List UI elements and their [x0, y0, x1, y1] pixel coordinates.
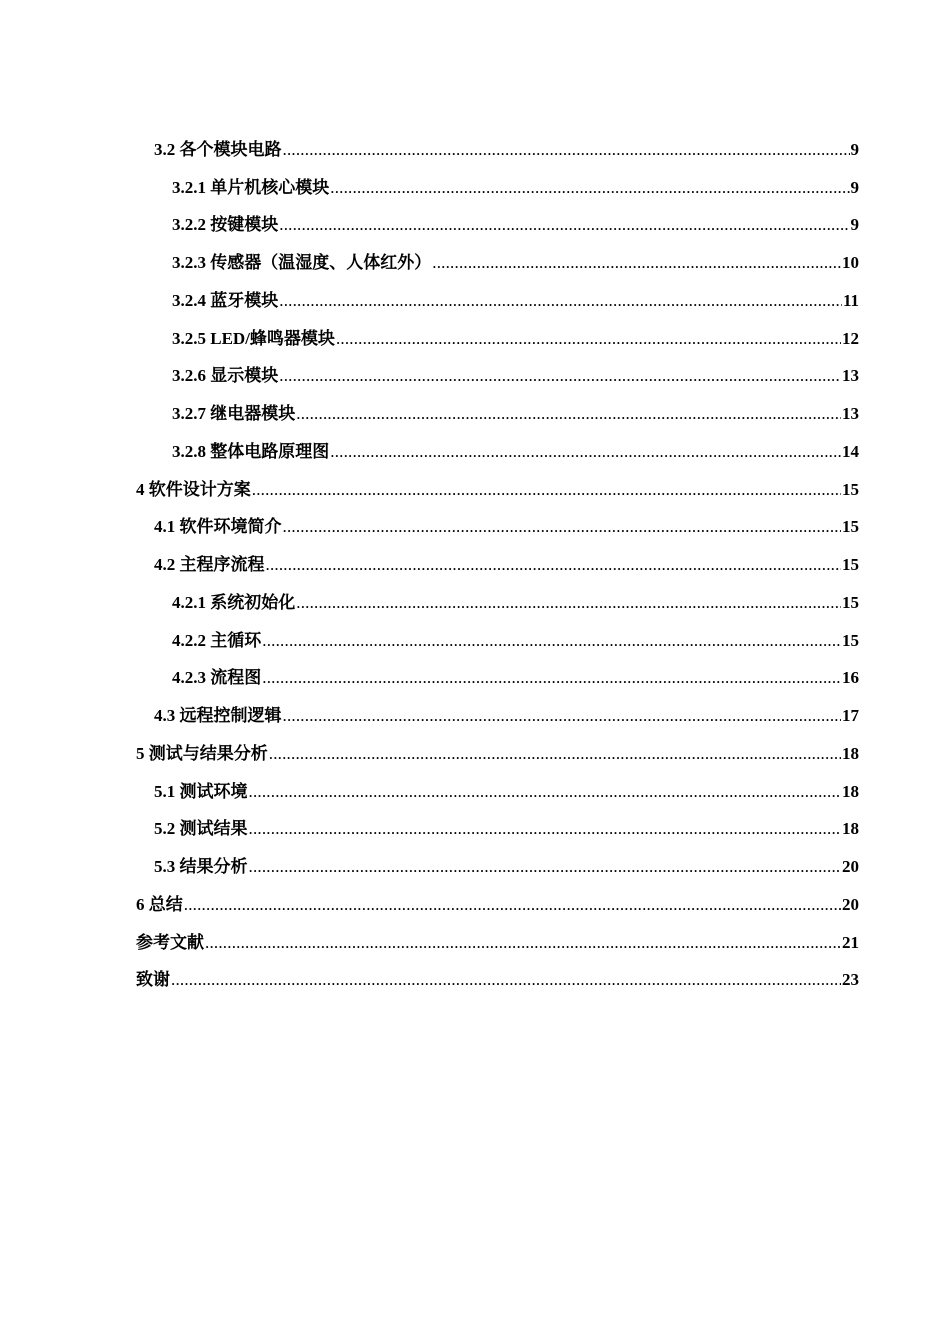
- toc-entry-title: 3.2.8 整体电路原理图: [172, 441, 330, 461]
- toc-entry-title: 3.2.4 蓝牙模块: [172, 290, 279, 310]
- toc-entry[interactable]: [0, 395, 950, 433]
- toc-dot-leader: [262, 668, 841, 688]
- toc-dot-leader: [184, 895, 841, 915]
- toc-page-number: 17: [842, 706, 859, 726]
- toc-entry[interactable]: [0, 471, 950, 509]
- toc-entry[interactable]: [0, 773, 950, 811]
- toc-dot-leader: [296, 404, 841, 424]
- toc-entry-title: 5.3 结果分析: [154, 857, 248, 877]
- toc-dot-leader: [279, 215, 849, 235]
- toc-dot-leader: [269, 744, 841, 764]
- toc-dot-leader: [296, 593, 841, 613]
- toc-entry[interactable]: [0, 282, 950, 320]
- toc-entry[interactable]: [0, 811, 950, 849]
- toc-dot-leader: [279, 366, 841, 386]
- toc-entry-title: 4 软件设计方案: [136, 479, 251, 499]
- toc-entry[interactable]: [0, 358, 950, 396]
- toc-page-number: 9: [850, 215, 859, 235]
- toc-dot-leader: [432, 253, 841, 273]
- toc-page-number: 21: [842, 932, 859, 952]
- toc-entry-title: 6 总结: [136, 894, 183, 914]
- toc-dot-leader: [205, 933, 841, 953]
- table-of-contents: [0, 131, 950, 999]
- toc-page-number: 15: [842, 592, 859, 612]
- toc-dot-leader: [249, 819, 842, 839]
- toc-entry[interactable]: [0, 169, 950, 207]
- toc-dot-leader: [279, 291, 842, 311]
- toc-page-number: 18: [842, 819, 859, 839]
- toc-page-number: 18: [842, 781, 859, 801]
- toc-entry[interactable]: [0, 924, 950, 962]
- toc-entry-title: 5.1 测试环境: [154, 781, 248, 801]
- toc-page-number: 15: [842, 555, 859, 575]
- toc-entry[interactable]: [0, 584, 950, 622]
- toc-page-number: 16: [842, 668, 859, 688]
- toc-dot-leader: [330, 178, 849, 198]
- toc-dot-leader: [249, 857, 842, 877]
- toc-dot-leader: [266, 555, 842, 575]
- toc-entry[interactable]: [0, 244, 950, 282]
- toc-entry[interactable]: [0, 660, 950, 698]
- toc-entry[interactable]: [0, 546, 950, 584]
- toc-entry-title: 5 测试与结果分析: [136, 743, 268, 763]
- toc-entry-title: 3.2.3 传感器（温湿度、人体红外）: [172, 253, 432, 273]
- toc-entry[interactable]: [0, 886, 950, 924]
- toc-entry-title: 3.2.7 继电器模块: [172, 404, 296, 424]
- toc-dot-leader: [283, 517, 842, 537]
- toc-entry-title: 4.2 主程序流程: [154, 555, 265, 575]
- toc-entry[interactable]: [0, 509, 950, 547]
- toc-page-number: 11: [842, 290, 859, 310]
- toc-page-number: 12: [842, 328, 859, 348]
- toc-dot-leader: [262, 631, 841, 651]
- toc-entry-title: 3.2.6 显示模块: [172, 366, 279, 386]
- toc-entry-title: 致谢: [136, 970, 170, 990]
- toc-entry-title: 4.3 远程控制逻辑: [154, 706, 282, 726]
- toc-entry[interactable]: [0, 735, 950, 773]
- toc-page-number: 18: [842, 743, 859, 763]
- toc-page-number: 20: [842, 857, 859, 877]
- toc-entry[interactable]: [0, 848, 950, 886]
- toc-dot-leader: [283, 140, 850, 160]
- toc-entry[interactable]: [0, 697, 950, 735]
- toc-page-number: 9: [850, 177, 859, 197]
- toc-dot-leader: [330, 442, 841, 462]
- toc-page-number: 15: [842, 517, 859, 537]
- toc-page-number: 10: [842, 253, 859, 273]
- toc-entry-title: 5.2 测试结果: [154, 819, 248, 839]
- toc-page-number: 13: [842, 366, 859, 386]
- toc-entry-title: 3.2 各个模块电路: [154, 139, 282, 159]
- toc-entry-title: 3.2.5 LED/蜂鸣器模块: [172, 328, 335, 348]
- toc-entry[interactable]: [0, 131, 950, 169]
- toc-dot-leader: [252, 480, 841, 500]
- toc-page-number: 23: [842, 970, 859, 990]
- toc-dot-leader: [336, 329, 841, 349]
- toc-page-number: 9: [850, 139, 859, 159]
- toc-page-number: 15: [842, 630, 859, 650]
- toc-entry-title: 4.1 软件环境简介: [154, 517, 282, 537]
- toc-entry[interactable]: [0, 320, 950, 358]
- toc-entry[interactable]: [0, 622, 950, 660]
- toc-page-number: 14: [842, 441, 859, 461]
- toc-entry-title: 4.2.1 系统初始化: [172, 592, 296, 612]
- toc-page-number: 13: [842, 404, 859, 424]
- toc-entry-title: 3.2.2 按键模块: [172, 215, 279, 235]
- toc-entry[interactable]: [0, 433, 950, 471]
- toc-entry-title: 参考文献: [136, 932, 204, 952]
- toc-entry[interactable]: [0, 207, 950, 245]
- toc-dot-leader: [171, 970, 841, 990]
- toc-entry-title: 4.2.3 流程图: [172, 668, 262, 688]
- toc-entry-title: 3.2.1 单片机核心模块: [172, 177, 330, 197]
- toc-page-number: 15: [842, 479, 859, 499]
- toc-entry-title: 4.2.2 主循环: [172, 630, 262, 650]
- toc-dot-leader: [249, 782, 842, 802]
- toc-entry[interactable]: [0, 962, 950, 1000]
- toc-page-number: 20: [842, 894, 859, 914]
- toc-dot-leader: [283, 706, 842, 726]
